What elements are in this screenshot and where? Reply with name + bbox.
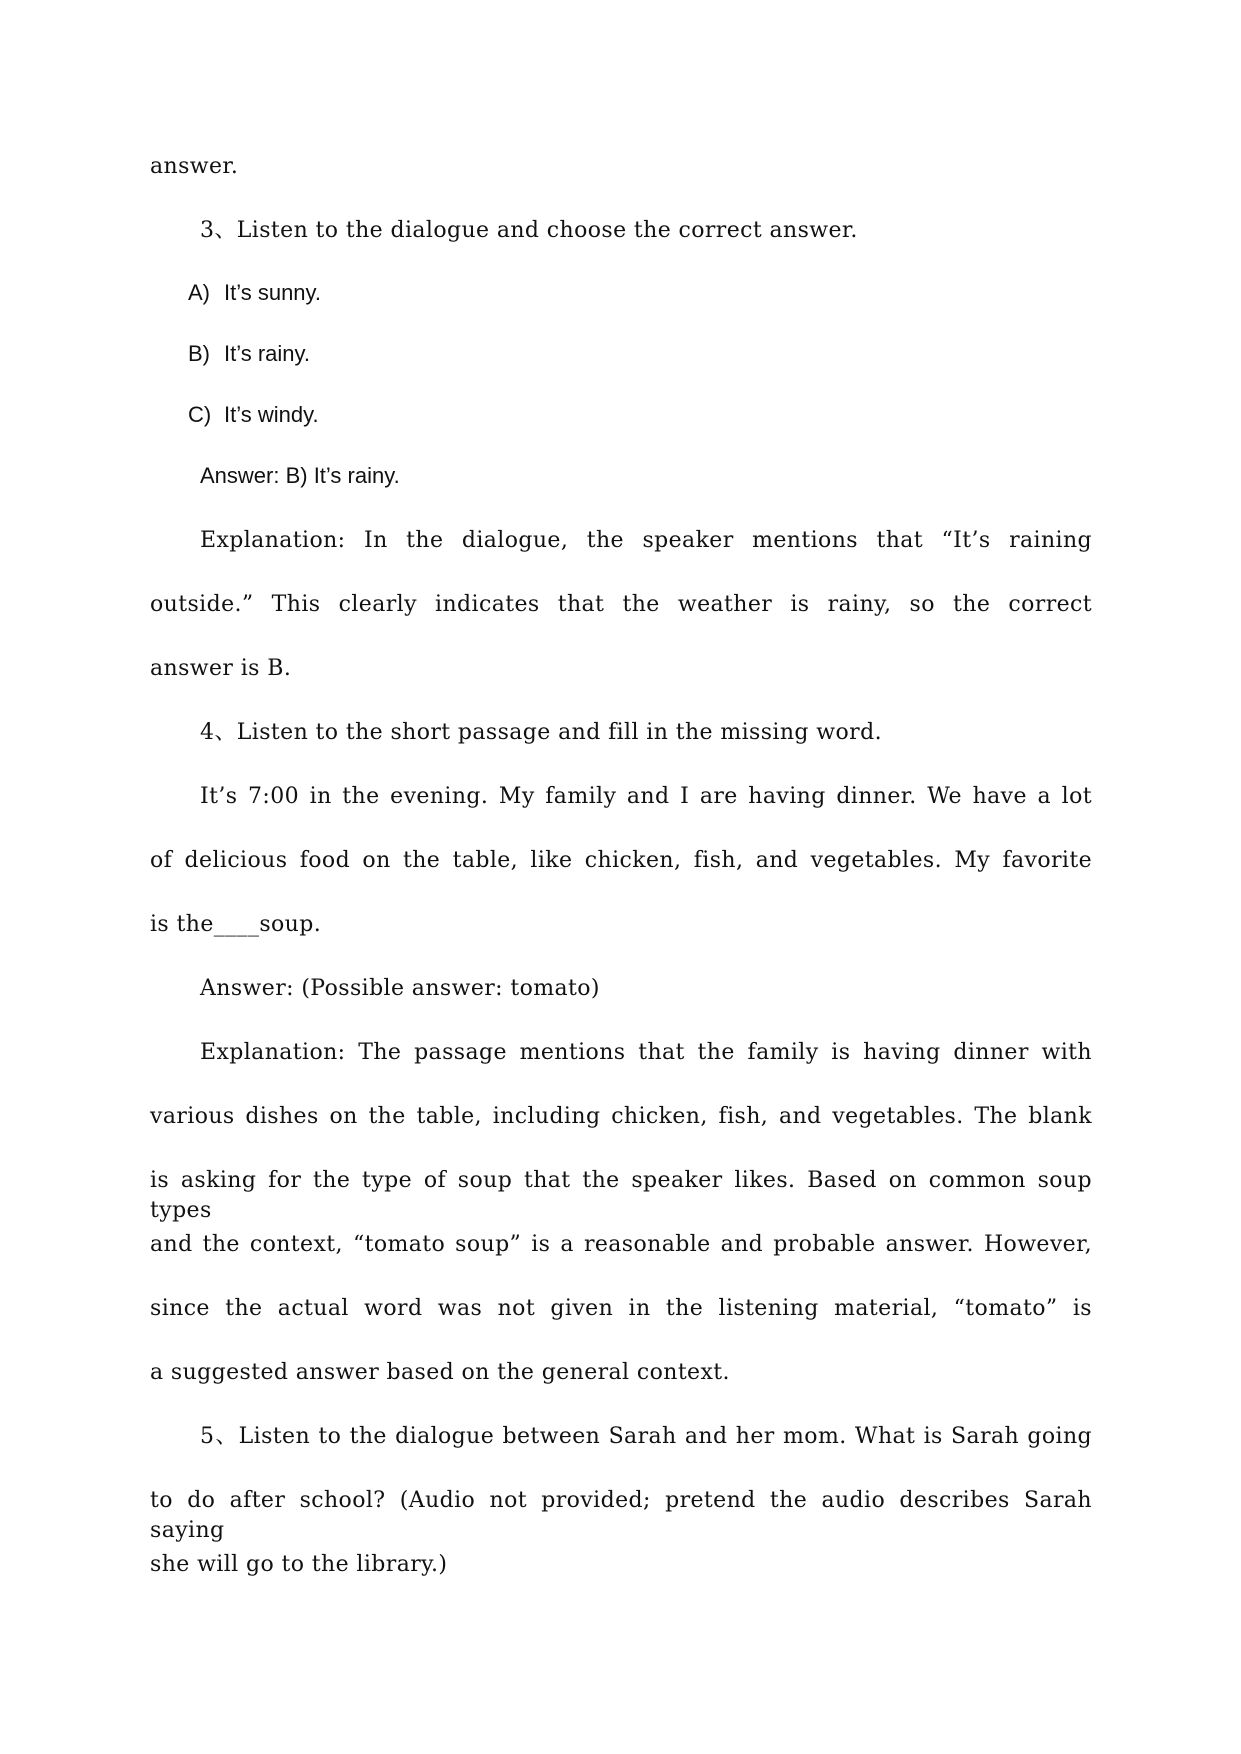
question-3-explanation: answer is B. (150, 656, 292, 681)
question-4-explanation: is asking for the type of soup that the speaker likes. Based on common soup types (150, 1168, 1092, 1223)
question-5: to do after school? (Audio not provided; pretend the audio describes Sarah saying (150, 1488, 1092, 1543)
question-3-answer: Answer: B) It’s rainy. (200, 463, 400, 488)
question-4-explanation: and the context, “tomato soup” is a reasonable and probable answer. However, (150, 1232, 1092, 1257)
continued-text: answer. (150, 154, 239, 179)
question-5: 5、Listen to the dialogue between Sarah and her mom. What is Sarah going (200, 1424, 1092, 1449)
question-4-explanation: various dishes on the table, including chicken, fish, and vegetables. The blank (150, 1104, 1092, 1129)
option-letter: A) (188, 280, 210, 305)
question-4: 4、Listen to the short passage and fill in the missing word. (200, 720, 882, 745)
option-letter: C) (188, 402, 212, 427)
question-4-passage: It’s 7:00 in the evening. My family and I are having dinner. We have a lot (200, 784, 1092, 809)
question-3: 3、Listen to the dialogue and choose the correct answer. (200, 218, 858, 243)
question-4-passage: is the____soup. (150, 912, 322, 937)
option-text: It’s windy. (224, 402, 319, 427)
question-4-explanation: Explanation: The passage mentions that the family is having dinner with (200, 1040, 1092, 1065)
option-c (188, 400, 319, 430)
question-4-passage: of delicious food on the table, like chicken, fish, and vegetables. My favorite (150, 848, 1092, 873)
question-5: she will go to the library.) (150, 1552, 448, 1577)
question-3-explanation: outside.” This clearly indicates that the weather is rainy, so the correct (150, 592, 1092, 617)
question-4-explanation: a suggested answer based on the general context. (150, 1360, 730, 1385)
option-a (188, 278, 321, 308)
question-4-explanation: since the actual word was not given in the listening material, “tomato” is (150, 1296, 1092, 1321)
option-text: It’s rainy. (224, 341, 310, 366)
question-3-explanation: Explanation: In the dialogue, the speaker mentions that “It’s raining (200, 528, 1092, 553)
question-4-answer: Answer: (Possible answer: tomato) (200, 976, 600, 1001)
option-b (188, 339, 310, 369)
option-text: It’s sunny. (224, 280, 322, 305)
option-letter: B) (188, 341, 210, 366)
